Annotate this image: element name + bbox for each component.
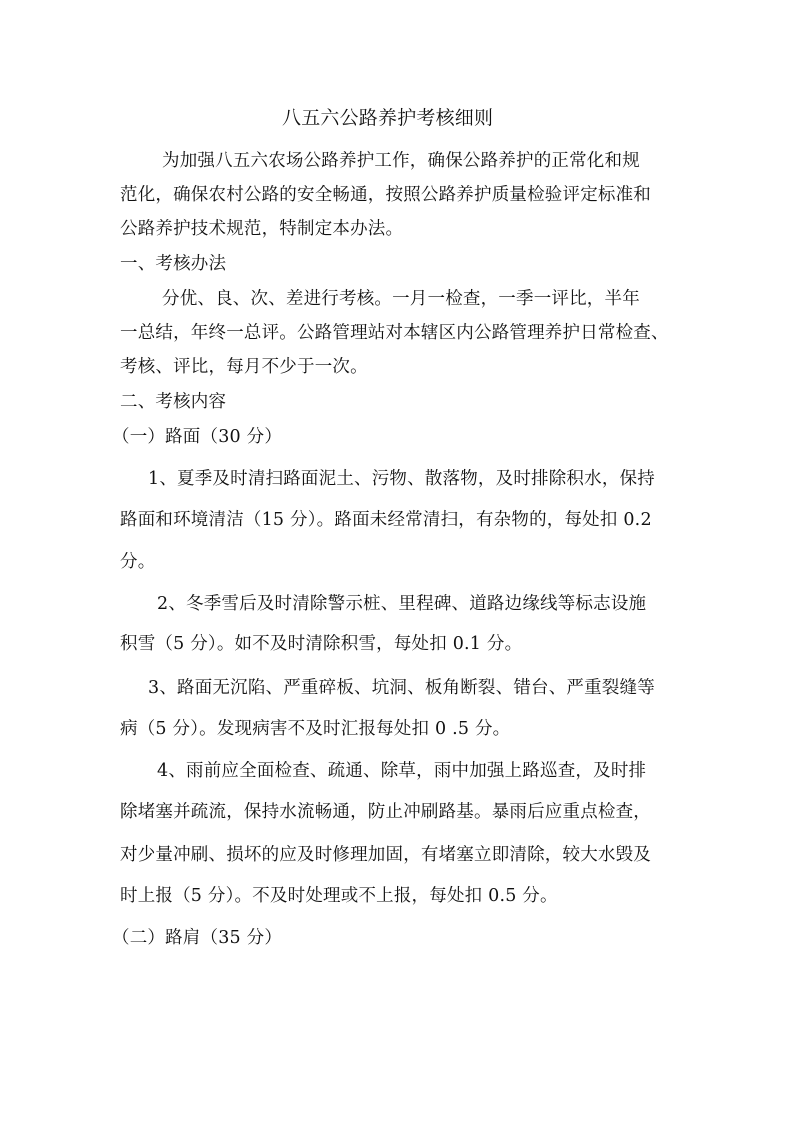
item2-line-1: 2、冬季雪后及时清除警示桩、里程碑、道路边缘线等标志设施 [157, 594, 647, 614]
sub1-heading: （一）路面（30 分） [112, 427, 283, 447]
section2-heading: 二、考核内容 [120, 392, 227, 412]
intro-line-2: 范化，确保农村公路的安全畅通，按照公路养护质量检验评定标准和 [120, 185, 651, 205]
item4-line-1: 4、雨前应全面检查、疏通、除草，雨中加强上路巡查，及时排 [157, 761, 647, 781]
item3-line-1: 3、路面无沉陷、严重碎板、坑洞、板角断裂、错台、严重裂缝等 [148, 678, 655, 698]
intro-line-3: 公路养护技术规范，特制定本办法。 [120, 219, 404, 239]
section1-line-3: 考核、评比，每月不少于一次。 [120, 357, 368, 377]
section1-line-2: 一总结，年终一总评。公路管理站对本辖区内公路管理养护日常检查、 [120, 323, 669, 343]
section1-heading: 一、考核办法 [120, 254, 227, 274]
item1-line-3: 分。 [120, 552, 156, 572]
item1-line-2: 路面和环境清洁（15 分）。路面未经常清扫，有杂物的，每处扣 0.2 [120, 510, 652, 530]
item4-line-4: 时上报（5 分）。不及时处理或不上报，每处扣 0.5 分。 [120, 886, 558, 906]
item4-line-2: 除堵塞并疏流，保持水流畅通，防止冲刷路基。暴雨后应重点检查， [120, 802, 651, 822]
sub2-heading: （二）路肩（35 分） [112, 928, 283, 948]
document-title: 八五六公路养护考核细则 [282, 107, 494, 129]
item1-line-1: 1、夏季及时清扫路面泥土、污物、散落物，及时排除积水，保持 [148, 469, 655, 489]
intro-line-1: 为加强八五六农场公路养护工作，确保公路养护的正常化和规 [162, 151, 640, 171]
item3-line-2: 病（5 分）。发现病害不及时汇报每处扣 0 .5 分。 [120, 719, 511, 739]
item2-line-2: 积雪（5 分）。如不及时清除积雪，每处扣 0.1 分。 [120, 634, 523, 654]
item4-line-3: 对少量冲刷、损坏的应及时修理加固，有堵塞立即清除，较大水毁及 [120, 845, 651, 865]
section1-line-1: 分优、良、次、差进行考核。一月一检查，一季一评比，半年 [162, 289, 640, 309]
